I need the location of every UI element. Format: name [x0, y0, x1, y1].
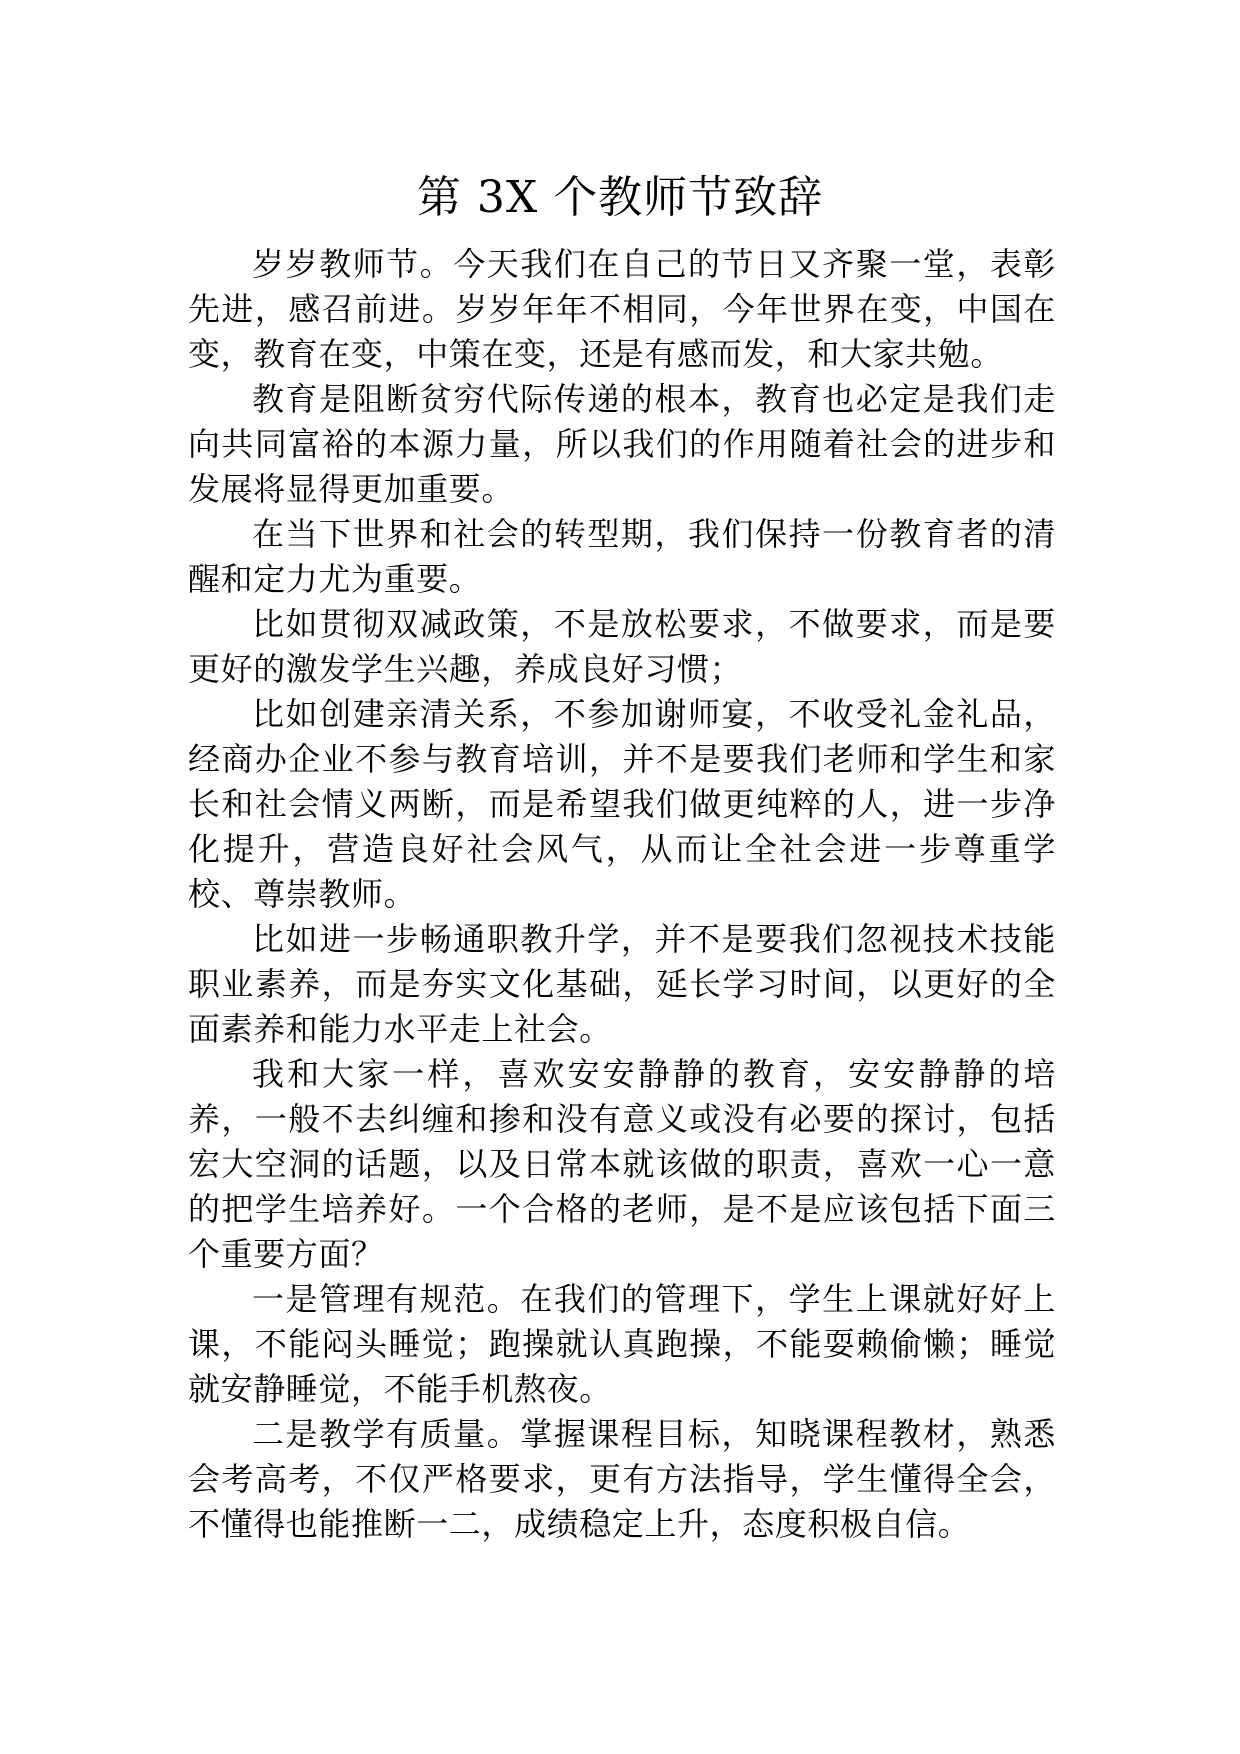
paragraph: 在当下世界和社会的转型期，我们保持一份教育者的清醒和定力尤为重要。 — [188, 515, 1056, 598]
paragraph: 岁岁教师节。今天我们在自己的节日又齐聚一堂，表彰先进，感召前进。岁岁年年不相同，今年世界在变，中国在变，教育在变，中策在变，还是有感而发，和大家共勉。 — [188, 245, 1056, 373]
document-body — [188, 242, 1056, 1547]
paragraph: 比如贯彻双减政策，不是放松要求，不做要求，而是要更好的激发学生兴趣，养成良好习惯； — [188, 605, 1056, 688]
paragraph: 二是教学有质量。掌握课程目标，知晓课程教材，熟悉会考高考，不仅严格要求，更有方法指导，学生懂得全会，不懂得也能推断一二，成绩稳定上升，态度积极自信。 — [188, 1415, 1056, 1543]
paragraph: 一是管理有规范。在我们的管理下，学生上课就好好上课，不能闷头睡觉；跑操就认真跑操，不能耍赖偷懒；睡觉就安静睡觉，不能手机熬夜。 — [188, 1280, 1056, 1408]
paragraph: 教育是阻断贫穷代际传递的根本，教育也必定是我们走向共同富裕的本源力量，所以我们的作用随着社会的进步和发展将显得更加重要。 — [188, 380, 1056, 508]
paragraph: 比如进一步畅通职教升学，并不是要我们忽视技术技能职业素养，而是夯实文化基础，延长学习时间，以更好的全面素养和能力水平走上社会。 — [188, 920, 1056, 1048]
paragraph: 比如创建亲清关系，不参加谢师宴，不收受礼金礼品，经商办企业不参与教育培训，并不是要我们老师和学生和家长和社会情义两断，而是希望我们做更纯粹的人，进一步净化提升，营造良好社会风气，从而让全社会进一步尊重学校、尊崇教师。 — [188, 695, 1056, 913]
paragraph: 我和大家一样，喜欢安安静静的教育，安安静静的培养，一般不去纠缠和掺和没有意义或没有必要的探讨，包括宏大空洞的话题，以及日常本就该做的职责，喜欢一心一意的把学生培养好。一个合格的老师，是不是应该包括下面三个重要方面？ — [188, 1055, 1056, 1273]
document-title: 第 3X 个教师节致辞 — [416, 172, 824, 223]
